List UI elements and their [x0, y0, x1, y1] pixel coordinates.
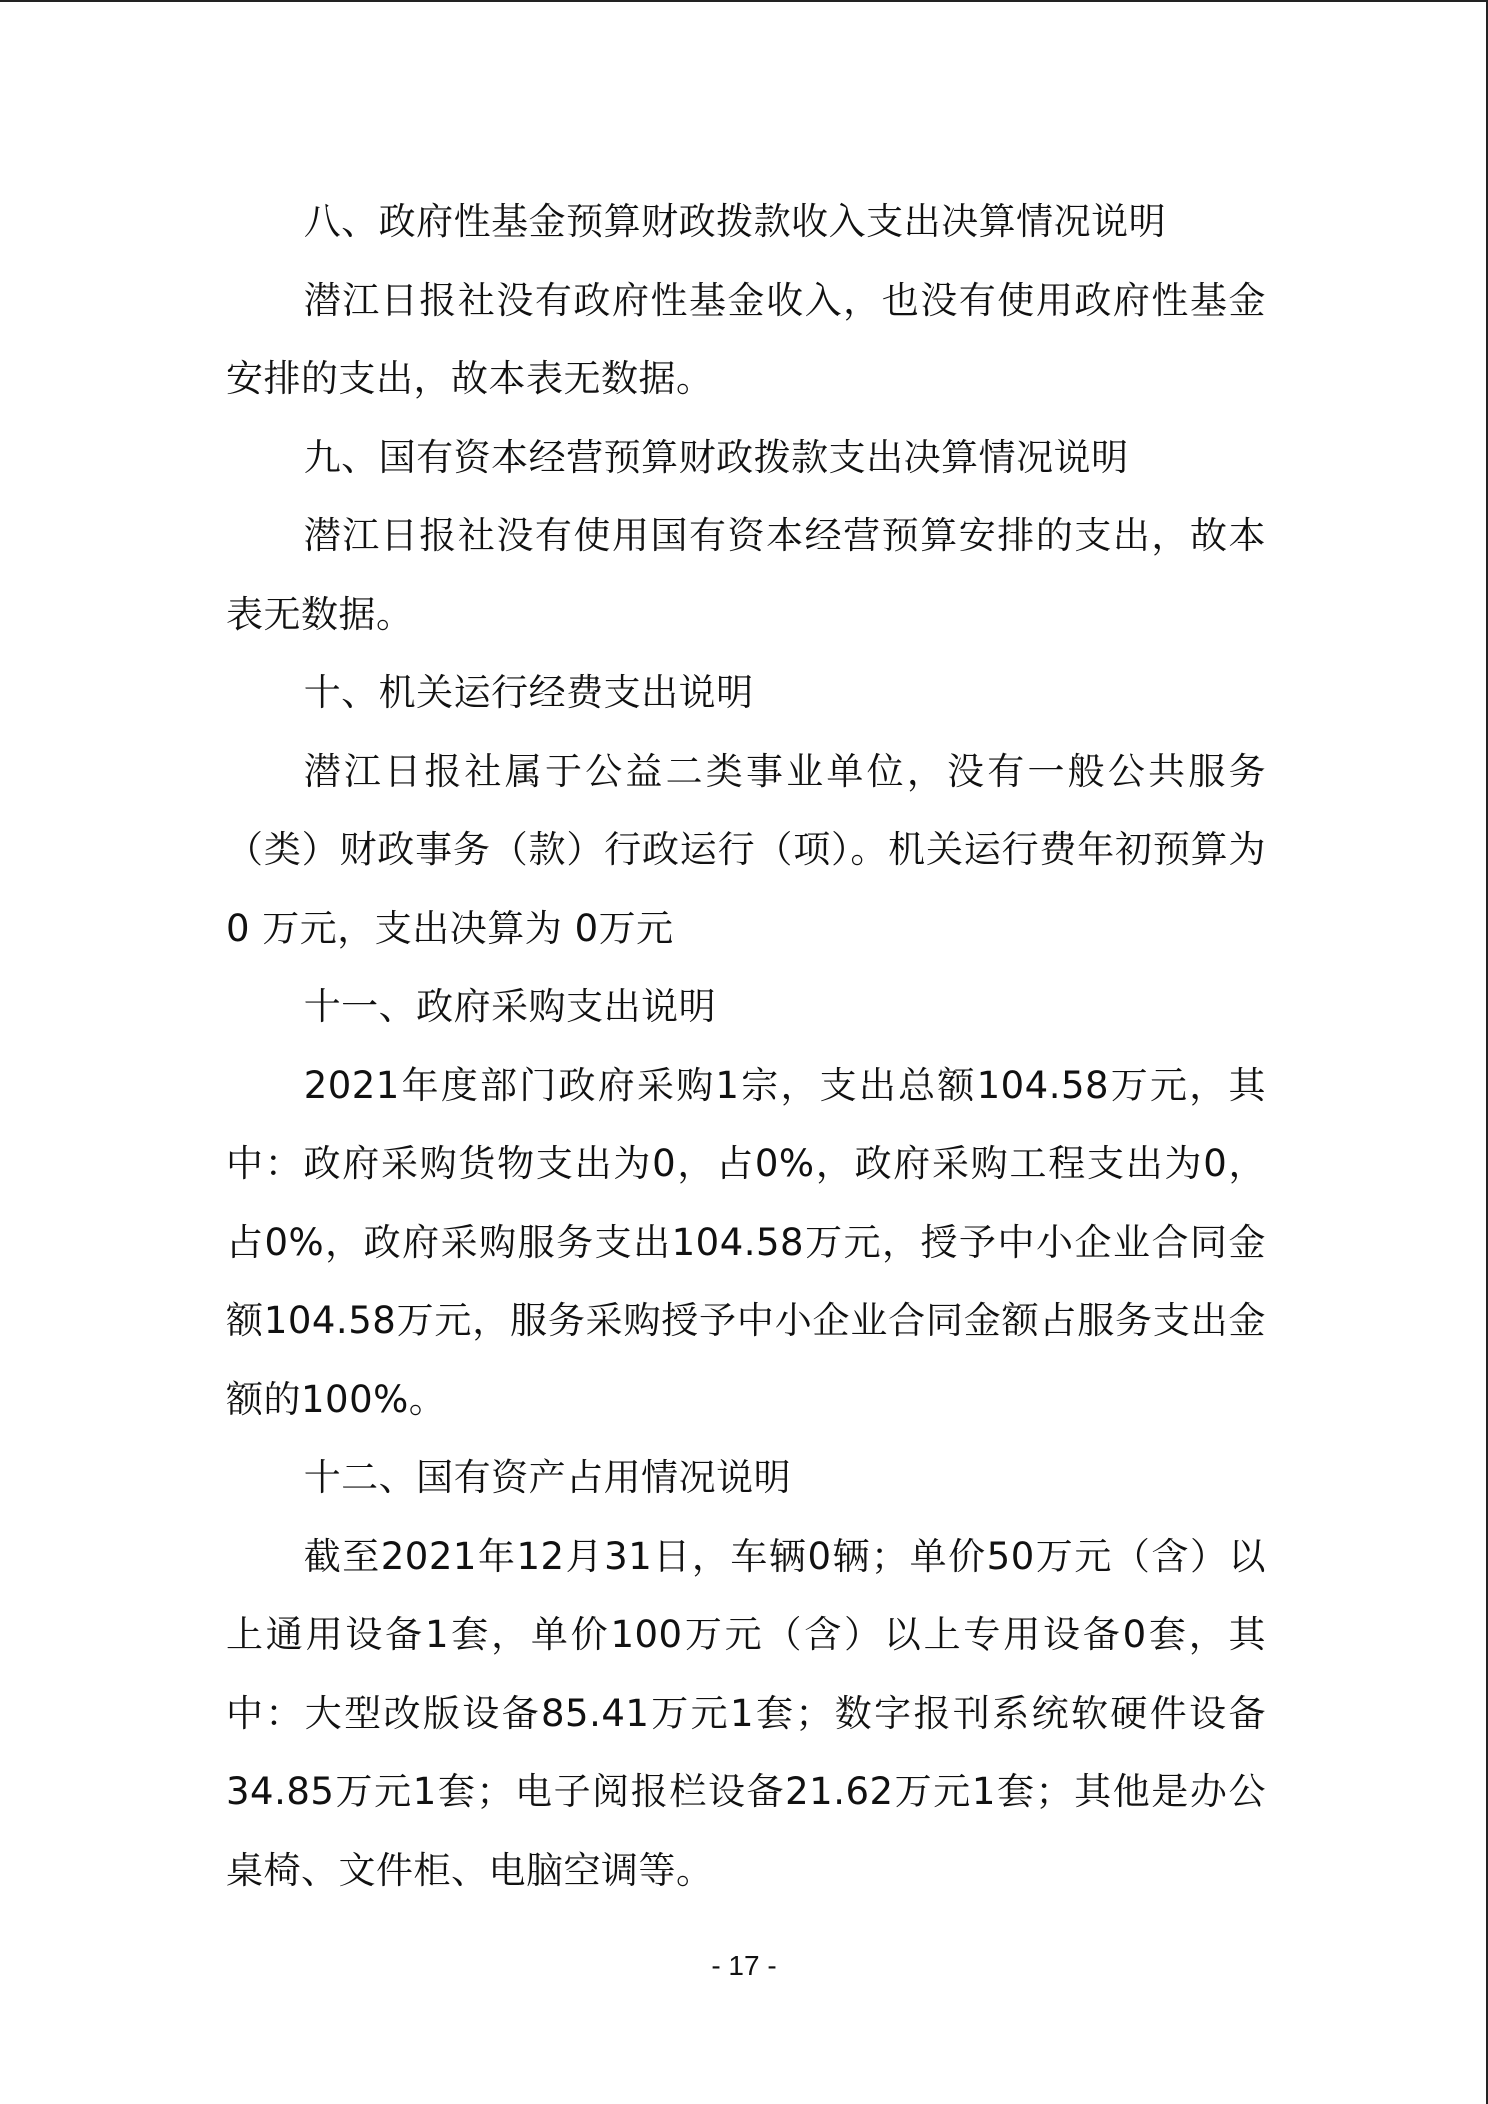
section-body-10: 潜江日报社属于公益二类事业单位，没有一般公共服务（类）财政事务（款）行政运行（项）。机关运行费年初预算为 0 万元，支出决算为 0万元	[226, 749, 1304, 950]
section-body-9: 潜江日报社没有使用国有资本经营预算安排的支出，故本表无数据。	[226, 514, 1266, 636]
section-body-11: 2021年度部门政府采购1宗，支出总额104.58万元，其中：政府采购货物支出为0，占0%，政府采购工程支出为0，占0%，政府采购服务支出104.58万元，授予中小企业合同金额104.58万元，服务采购授予中小企业合同金额占服务支出金额的100%。	[226, 1063, 1266, 1421]
page-top-border	[0, 0, 1488, 2]
document-body	[226, 183, 1304, 1910]
section-body-12: 截至2021年12月31日，车辆0辆；单价50万元（含）以上通用设备1套，单价100万元（含）以上专用设备0套，其中：大型改版设备85.41万元1套；数字报刊系统软硬件设备34.85万元1套；电子阅报栏设备21.62万元1套；其他是办公桌椅、文件柜、电脑空调等。	[226, 1534, 1266, 1892]
section-body-8: 潜江日报社没有政府性基金收入，也没有使用政府性基金安排的支出，故本表无数据。	[226, 278, 1266, 400]
section-heading-12: 十二、国有资产占用情况说明	[303, 1456, 792, 1499]
section-heading-10: 十、机关运行经费支出说明	[303, 671, 754, 714]
section-heading-11: 十一、政府采购支出说明	[303, 985, 717, 1028]
section-heading-8: 八、政府性基金预算财政拨款收入支出决算情况说明	[303, 200, 1167, 243]
section-heading-9: 九、国有资本经营预算财政拨款支出决算情况说明	[303, 435, 1129, 479]
page-number: - 17 -	[711, 1950, 777, 1981]
